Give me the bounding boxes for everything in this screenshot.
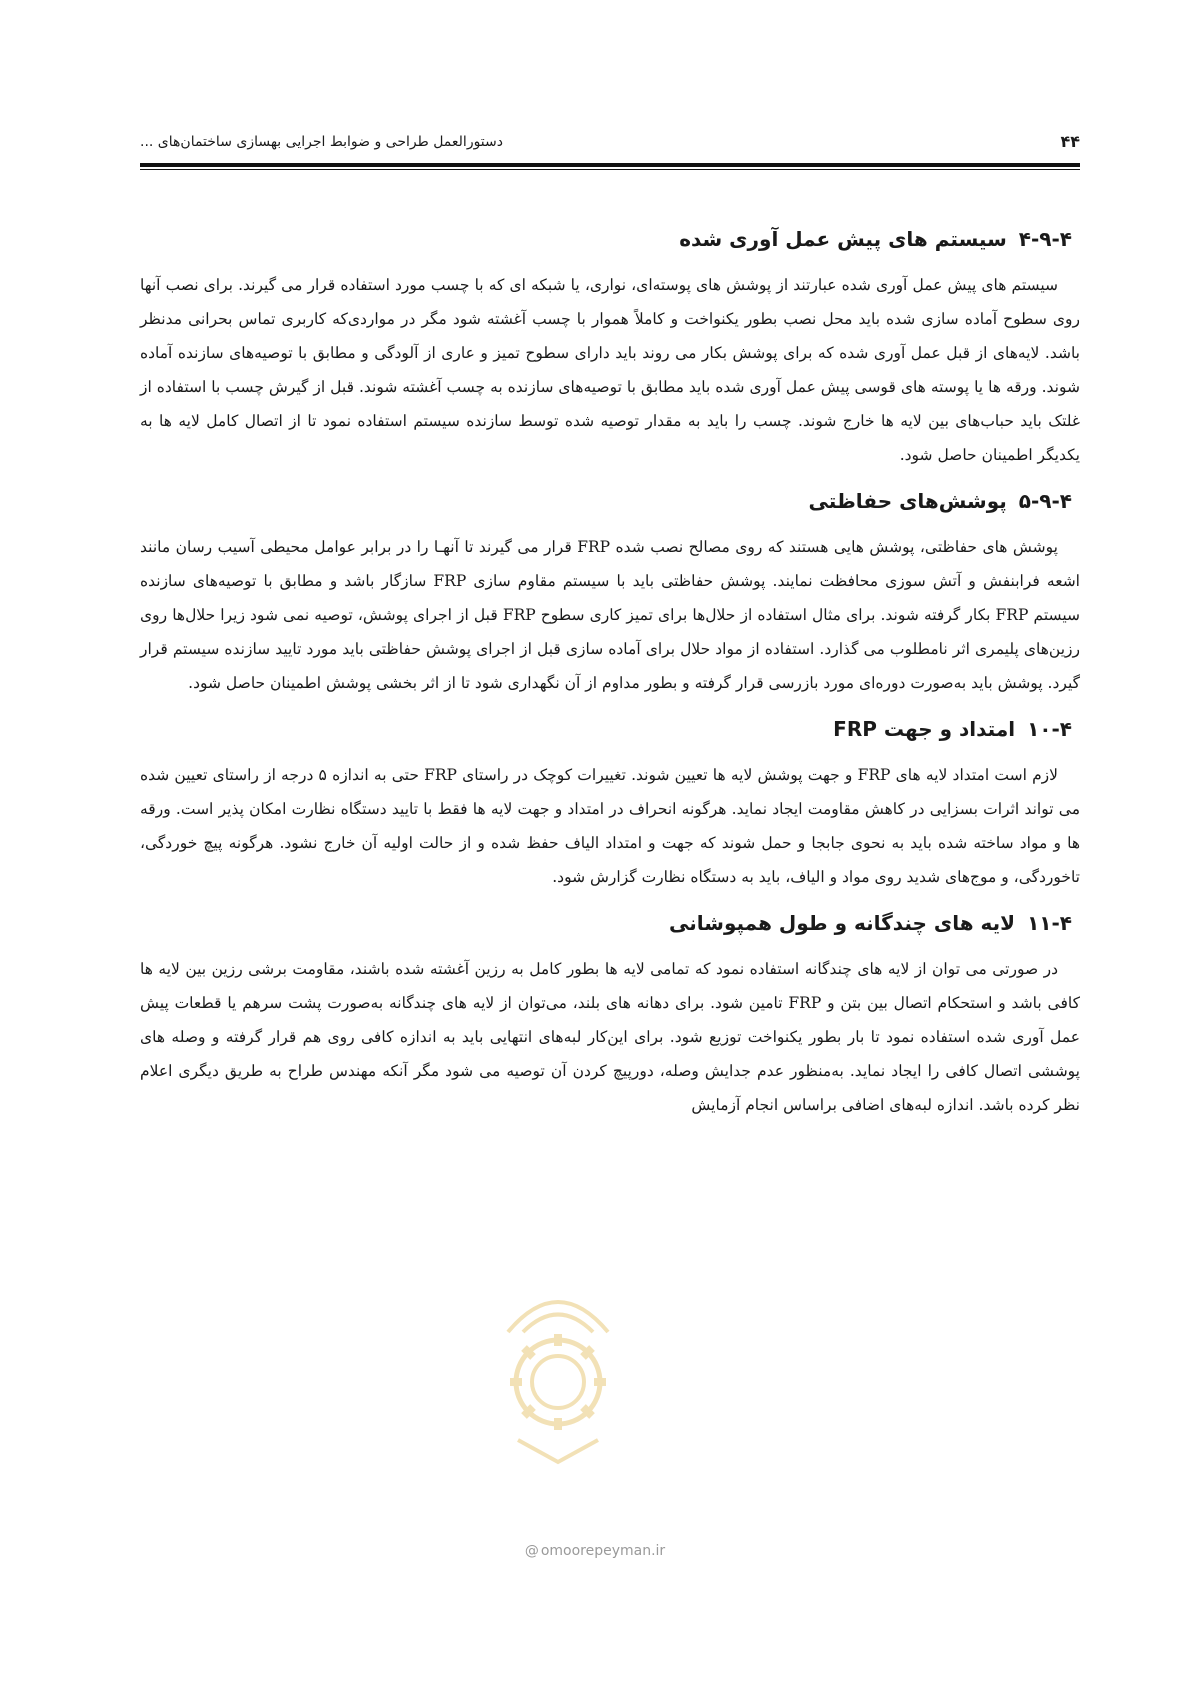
section-heading [140, 224, 1072, 254]
section-heading [140, 908, 1072, 938]
header-rule-thin [140, 169, 1080, 170]
section-title: سیستم های پیش عمل آوری شده [679, 227, 1007, 251]
section-number: ۱۰-۴ [1027, 717, 1072, 741]
section-paragraph: سیستم های پیش عمل آوری شده عبارتند از پوشش های پوسته‌ای، نواری، یا شبکه ای که با چسب مورد استفاده قرار می گیرند. برای نصب آنها روی سطوح آماده سازی شده باید محل نصب بطور یکنواخت و کاملاً هموار با چسب آغشته شود مگر در مواردی‌که کاربری تماس بحرانی مدنظر باشد. لایه‌های از قبل عمل آوری شده که برای پوشش بکار می روند باید دارای سطوح تمیز و عاری از آلودگی و مطابق با توصیه‌های سازنده آماده شوند. ورقه ها یا پوسته های قوسی پیش عمل آوری شده باید مطابق با توصیه‌های سازنده به چسب آغشته شوند. قبل از گیرش چسب با استفاده از غلتک باید حباب‌های بین لایه ها خارج شوند. چسب را باید به مقدار توصیه شده توسط سازنده سیستم استفاده نمود تا از اتصال کامل لایه ها به یکدیگر اطمینان حاصل شود. [140, 276, 1080, 464]
watermark-site [0, 1543, 1190, 1559]
section-precured-systems [140, 224, 1080, 472]
watermark-site-text: omoorepeyman.ir [540, 1543, 666, 1559]
section-multiple-plies [140, 908, 1080, 1122]
section-title: لایه های چندگانه و طول همپوشانی [669, 911, 1016, 935]
section-title: امتداد و جهت FRP [833, 717, 1016, 741]
section-title: پوشش‌های حفاظتی [808, 489, 1007, 513]
page-number: ۴۴ [1060, 132, 1080, 151]
section-paragraph: در صورتی می توان از لایه های چندگانه استفاده نمود که تمامی لایه ها بطور کامل به رزین آغشته شده باشند، مقاومت برشی رزین بین لایه ها کافی باشد و استحکام اتصال بین بتن و FRP تامین شود. برای دهانه های بلند، می‌توان از لایه های چندگانه به‌صورت پشت سرهم یا قطعات پیش عمل آوری شده استفاده نمود تا بار بطور یکنواخت توزیع شود. برای این‌کار لبه‌های انتهایی باید به اندازه کافی روی هم قرار گرفته و وصله های پوششی اتصال کافی را ایجاد نماید. به‌منظور عدم جدایش وصله، دورپیچ کردن آن توصیه می شود مگر آنکه مهندس طراح به طریق دیگری اعلام نظر کرده باشد. اندازه لبه‌های اضافی براساس انجام آزمایش [140, 960, 1080, 1114]
section-heading [140, 486, 1072, 516]
section-protective-coatings [140, 486, 1080, 700]
section-heading [140, 714, 1072, 744]
page-body [140, 224, 1080, 1136]
running-title: دستورالعمل طراحی و ضوابط اجرایی بهسازی ساختمان‌های ... [140, 134, 503, 150]
section-paragraph: پوشش های حفاظتی، پوشش هایی هستند که روی مصالح نصب شده FRP قرار می گیرند تا آنهـا را در برابر عوامل محیطی آسیب رسان مانند اشعه فرابنفش و آتش سوزی محافظت نمایند. پوشش حفاظتی باید با سیستم مقاوم سازی FRP سازگار باشد و مطابق با توصیه‌های سازنده سیستم FRP بکار گرفته شوند. برای مثال استفاده از حلال‌ها برای تمیز کاری سطوح FRP قبل از اجرای پوشش، توصیه نمی شود زیرا حلال‌ها روی رزین‌های پلیمری اثر نامطلوب می گذارد. استفاده از مواد حلال برای آماده سازی قبل از اجرای پوشش حفاظتی باید مورد تایید سازنده سیستم قرار گیرد. پوشش باید به‌صورت دوره‌ای مورد بازرسی قرار گرفته و بطور مداوم از آن نگهداری شود تا از اثر بخشی پوشش اطمینان حاصل شود. [140, 538, 1080, 692]
header-rule-thick [140, 163, 1080, 167]
at-icon: @ [524, 1543, 539, 1559]
section-number: ۱۱-۴ [1027, 911, 1072, 935]
section-paragraph: لازم است امتداد لایه های FRP و جهت پوشش لایه ها تعیین شوند. تغییرات کوچک در راستای FRP حتی به اندازه ۵ درجه از راستای تعیین شده می تواند اثرات بسزایی در کاهش مقاومت ایجاد نماید. هرگونه انحراف در امتداد و جهت لایه ها فقط با تایید دستگاه نظارت امکان پذیر است. ورقه ها و مواد ساخته شده باید به نحوی جابجا و حمل شوند که جهت و امتداد الیاف حفظ شده و از حالت اولیه آن خارج نشود. هرگونه پیچ خوردگی، تاخوردگی، و موج‌های شدید روی مواد و الیاف، باید به دستگاه نظارت گزارش شود. [140, 766, 1080, 886]
page-header [140, 132, 1080, 158]
section-number: ۵-۹-۴ [1018, 489, 1072, 513]
section-number: ۴-۹-۴ [1018, 227, 1072, 251]
section-frp-alignment [140, 714, 1080, 894]
watermark-seal-icon [478, 1262, 638, 1472]
